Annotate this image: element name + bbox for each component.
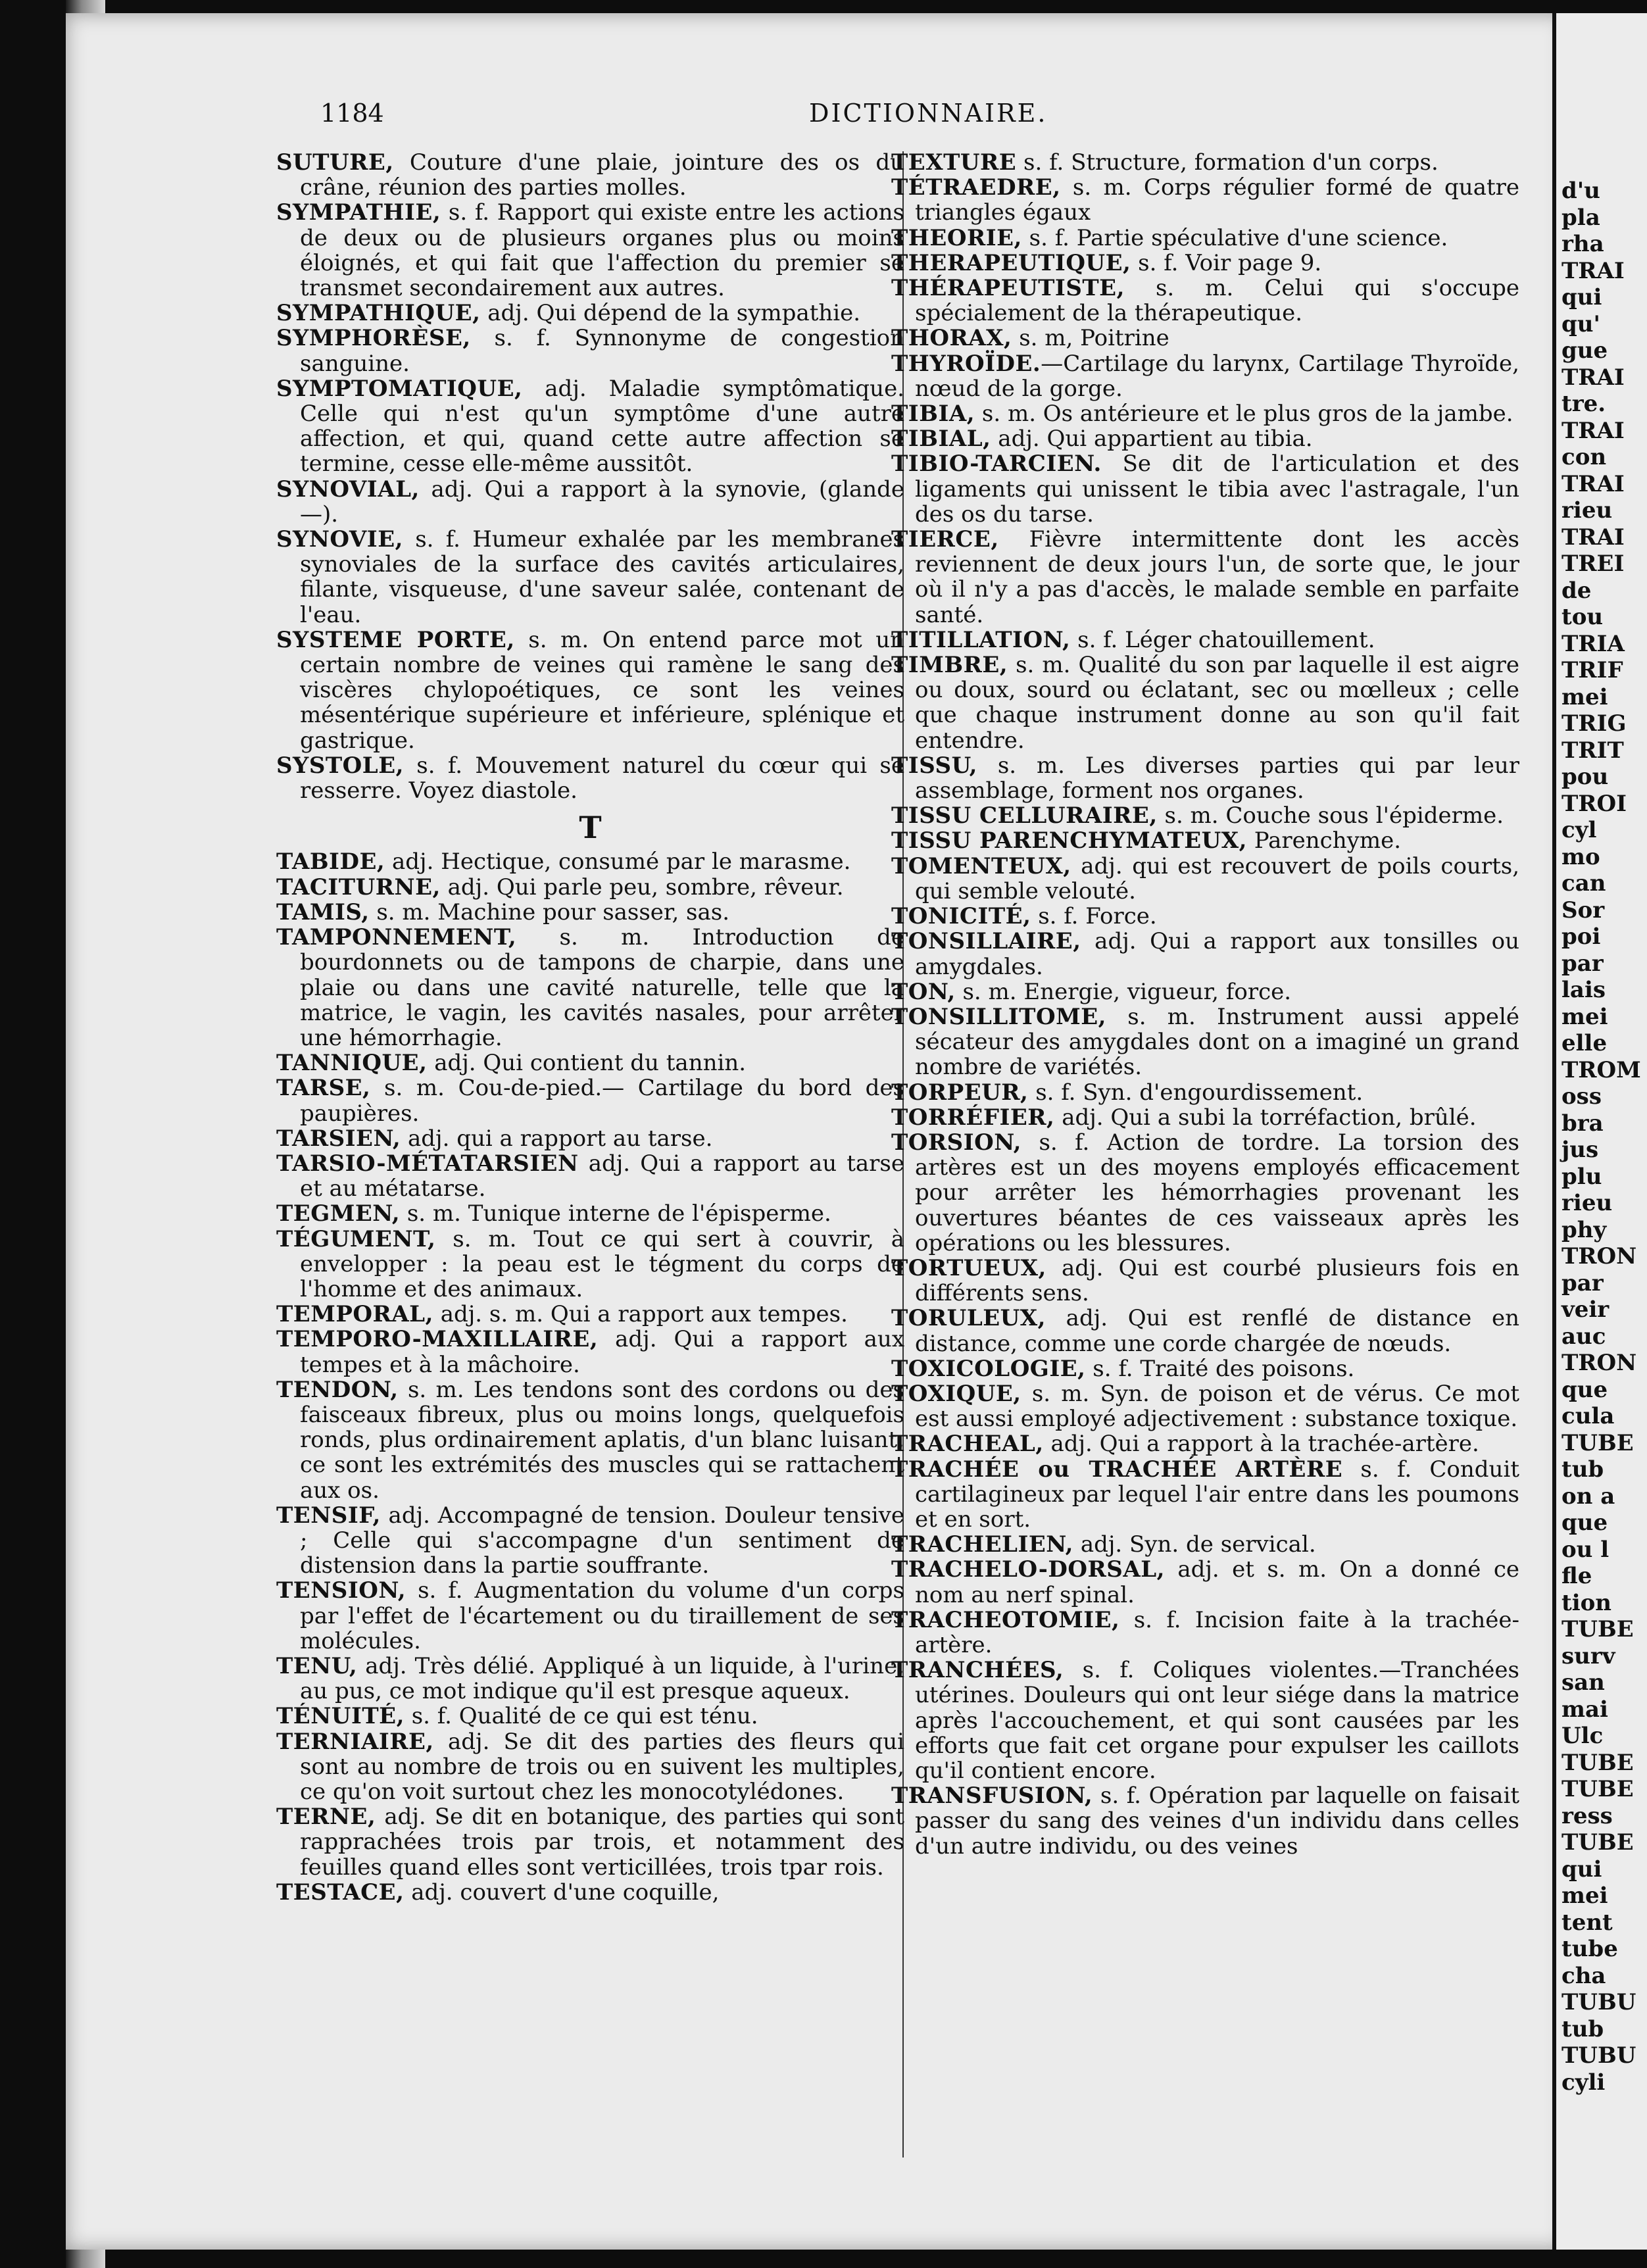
strip-fragment: TUBE	[1561, 1429, 1634, 1456]
entry-headword: TRACHELIEN,	[891, 1531, 1074, 1558]
dictionary-entry	[891, 175, 1519, 225]
strip-fragment: par	[1561, 950, 1604, 977]
entry-definition: s. m. Machine pour sasser, sas.	[369, 899, 730, 925]
dictionary-entry	[891, 150, 1519, 175]
strip-fragment: pla	[1561, 204, 1600, 231]
strip-fragment: qui	[1561, 1856, 1602, 1883]
entry-definition: s. f. Action de tordre. La torsion des artères est un des moyens employés efficacement pour arrêter les hémorrhagies provenant les ouvertures béantes de ces vaisseaux après les opérations ou les blessures.	[915, 1129, 1519, 1256]
entry-headword: TONSILLAIRE,	[891, 928, 1081, 955]
strip-fragment: poi	[1561, 924, 1601, 950]
entry-headword: SYMPTOMATIQUE,	[276, 375, 523, 402]
entry-headword: TÉNUITÉ,	[276, 1703, 405, 1730]
dictionary-entry	[276, 376, 904, 477]
entry-definition: s. m. Tunique interne de l'épisperme.	[400, 1200, 831, 1227]
entry-definition: s. m. Les tendons sont des cordons ou des faisceaux fibreux, plus ou moins longs, quelquefois ronds, plus ordinairement aplatis, d'un blanc luisant, ce sont les extrémités des muscles qui se rattachent aux os.	[300, 1376, 904, 1504]
entry-headword: THORAX,	[891, 325, 1012, 352]
entry-headword: THEORIE,	[891, 224, 1022, 251]
entry-definition: adj. Qui dépend de la sympathie.	[480, 300, 861, 327]
entry-headword: TIERCE,	[891, 526, 999, 553]
dictionary-entry	[276, 875, 904, 900]
entry-headword: SYMPATHIE,	[276, 199, 441, 226]
strip-fragment: TUBE	[1561, 1776, 1634, 1802]
entry-headword: TORPEUR,	[891, 1079, 1029, 1106]
dictionary-entry	[276, 1227, 904, 1302]
entry-headword: TOXICOLOGIE,	[891, 1355, 1086, 1382]
entry-definition: s. f. Humeur exhalée par les membranes synoviales de la surface des cavités articulaires, filante, visqueuse, d'une saveur salée, contenant de l'eau.	[300, 526, 904, 628]
entry-headword: SYSTOLE,	[276, 752, 404, 779]
entry-headword: TERNE,	[276, 1804, 376, 1831]
strip-fragment: TRAI	[1561, 470, 1625, 497]
strip-fragment: tub	[1561, 2015, 1604, 2042]
dictionary-entry	[276, 1804, 904, 1880]
right-column	[891, 150, 1519, 1859]
strip-fragment: TRAI	[1561, 524, 1625, 551]
dictionary-entry	[891, 1381, 1519, 1431]
dictionary-entry	[891, 979, 1519, 1004]
strip-fragment: elle	[1561, 1030, 1608, 1056]
entry-definition: s. f. Syn. d'engourdissement.	[1028, 1079, 1364, 1106]
entry-headword: TÉTRAEDRE,	[891, 174, 1061, 201]
entry-headword: TIBIA,	[891, 401, 975, 428]
entry-definition: adj. et s. m. On a donné ce nom au nerf spinal.	[915, 1556, 1519, 1608]
strip-fragment: TREI	[1561, 551, 1625, 577]
entry-headword: TRACHELO-DORSAL,	[891, 1556, 1165, 1583]
entry-headword: TISSU,	[891, 752, 977, 779]
strip-fragment: TRIA	[1561, 630, 1625, 657]
dictionary-entry	[891, 1356, 1519, 1381]
dictionary-entry	[891, 1256, 1519, 1306]
strip-fragment: fle	[1561, 1563, 1592, 1589]
entry-headword: TRACHEAL,	[891, 1431, 1044, 1458]
strip-fragment: ress	[1561, 1802, 1613, 1829]
entry-headword: TITILLATION,	[891, 626, 1071, 653]
running-title: DICTIONNAIRE.	[809, 99, 1048, 128]
entry-definition: s. m. Introduction de bourdonnets ou de tampons de charpie, dans une plaie ou dans une cavité naturelle, telle que la matrice, le vagin, les cavités nasales, pour arrêter une hémorrhagie.	[300, 924, 904, 1051]
entry-headword: TARSIO-MÉTATARSIEN	[276, 1150, 579, 1177]
strip-fragment: TRAI	[1561, 364, 1625, 391]
dictionary-entry	[891, 1080, 1519, 1105]
entry-definition: s. m. Os antérieure et le plus gros de la jambe.	[975, 401, 1513, 428]
strip-fragment: que	[1561, 1376, 1608, 1403]
strip-fragment: tent	[1561, 1909, 1613, 1936]
dictionary-entry	[891, 276, 1519, 326]
entry-definition: s. m. Corps régulier formé de quatre triangles égaux	[915, 174, 1519, 226]
entry-definition: adj. Qui parle peu, sombre, rêveur.	[440, 874, 844, 900]
entry-headword: SUTURE,	[276, 149, 394, 176]
dictionary-entry	[891, 1431, 1519, 1456]
strip-fragment: rieu	[1561, 497, 1613, 524]
entry-headword: TON,	[891, 978, 956, 1005]
strip-fragment: tou	[1561, 604, 1604, 630]
dictionary-entry	[891, 1608, 1519, 1658]
entry-headword: TORSION,	[891, 1129, 1021, 1156]
strip-fragment: cula	[1561, 1403, 1615, 1429]
entry-headword: TORTUEUX,	[891, 1254, 1046, 1281]
dictionary-entry	[276, 1704, 904, 1729]
dictionary-entry	[891, 803, 1519, 828]
strip-fragment: con	[1561, 444, 1607, 470]
entry-headword: TANNIQUE,	[276, 1050, 428, 1077]
entry-definition: adj. Se dit des parties des fleurs qui sont au nombre de trois ou en suivent les multiples, ce qu'on voit surtout chez les monocotylédones.	[300, 1728, 904, 1805]
strip-fragment: rieu	[1561, 1190, 1613, 1216]
entry-headword: TEXTURE	[891, 149, 1017, 176]
entry-definition: adj. Qui a rapport à la trachée-artère.	[1043, 1431, 1479, 1458]
entry-definition: —Cartilage du larynx, Cartilage Thyroïde, nœud de la gorge.	[915, 350, 1519, 402]
strip-fragment: surv	[1561, 1642, 1615, 1669]
entry-definition: s. m. Syn. de poison et de vérus. Ce mot est aussi employé adjectivement : substance toxique.	[915, 1380, 1519, 1433]
strip-fragment: TRIT	[1561, 737, 1624, 764]
entry-headword: TIBIO-TARCIEN.	[891, 451, 1102, 478]
entry-headword: TERNIAIRE,	[276, 1728, 434, 1755]
entry-definition: Se dit de l'articulation et des ligaments qui unissent le tibia avec l'astragale, l'un des os du tarse.	[915, 451, 1519, 528]
entry-definition: s. m. Instrument aussi appelé sécateur des amygdales dont on a imaginé un grand nombre de variétés.	[915, 1003, 1519, 1081]
dictionary-entry	[276, 753, 904, 803]
entry-headword: THÉRAPEUTISTE,	[891, 275, 1125, 302]
dictionary-entry	[276, 925, 904, 1050]
strip-fragment: san	[1561, 1669, 1605, 1696]
strip-fragment: phy	[1561, 1216, 1607, 1243]
dictionary-entry	[891, 1557, 1519, 1607]
entry-definition: adj. s. m. Qui a rapport aux tempes.	[433, 1301, 848, 1328]
strip-fragment: mei	[1561, 1003, 1608, 1030]
dictionary-entry	[891, 251, 1519, 276]
entry-headword: TARSIEN,	[276, 1125, 401, 1152]
entry-headword: TISSU CELLURAIRE,	[891, 802, 1158, 829]
strip-fragment: tion	[1561, 1589, 1612, 1616]
entry-headword: TACITURNE,	[276, 874, 441, 900]
dictionary-entry	[276, 1302, 904, 1327]
entry-definition: adj. qui est recouvert de poils courts, qui semble velouté.	[915, 852, 1519, 904]
section-letter: T	[579, 810, 602, 846]
strip-fragment: oss	[1561, 1083, 1602, 1110]
entry-definition: s. m, Poitrine	[1012, 325, 1169, 352]
entry-definition: s. f. Opération par laquelle on faisait passer du sang des veines d'un individu dans celles d'un autre individu, ou des veines	[915, 1783, 1519, 1860]
entry-definition: s. f. Coliques violentes.—Tranchées utérines. Douleurs qui ont leur siége dans la matrice après l'accouchement, et qui sont causées par les efforts que fait cet organe pour expulser les caillots qu'il contient encore.	[915, 1657, 1519, 1784]
strip-fragment: on a	[1561, 1483, 1615, 1510]
entry-definition: s. f. Qualité de ce qui est ténu.	[404, 1703, 758, 1730]
strip-fragment: d'u	[1561, 178, 1600, 204]
dictionary-entry	[891, 628, 1519, 653]
strip-fragment: TROI	[1561, 790, 1627, 817]
strip-fragment: plu	[1561, 1163, 1602, 1190]
entry-headword: TEGMEN,	[276, 1200, 401, 1227]
entry-definition: s. f. Traité des poisons.	[1085, 1355, 1355, 1382]
strip-fragment: cha	[1561, 1962, 1606, 1989]
strip-fragment: veir	[1561, 1296, 1610, 1323]
entry-definition: adj. Qui contient du tannin.	[427, 1050, 747, 1077]
strip-fragment: par	[1561, 1270, 1604, 1296]
entries-right	[891, 150, 1519, 1859]
entry-definition: s. f. Rapport qui existe entre les actions de deux ou de plusieurs organes plus ou moins éloignés, et qui fait que l'affection du premier se transmet secondairement aux autres.	[300, 199, 904, 302]
entry-definition: s. m. Tout ce qui sert à couvrir, à envelopper : la peau est le tégment du corps de l'homme et des animaux.	[300, 1225, 904, 1302]
entry-headword: TRANCHÉES,	[891, 1657, 1064, 1684]
entry-definition: Parenchyme.	[1246, 827, 1401, 854]
strip-fragment: TUBU	[1561, 2042, 1636, 2069]
dictionary-entry	[891, 1457, 1519, 1533]
entry-definition: s. f. Léger chatouillement.	[1070, 626, 1375, 653]
dictionary-entry	[891, 1306, 1519, 1356]
dictionary-entry	[276, 900, 904, 925]
entry-definition: s. f. Mouvement naturel du cœur qui se resserre. Voyez diastole.	[300, 752, 904, 804]
strip-fragment: TUBE	[1561, 1829, 1634, 1856]
entry-headword: SYSTEME PORTE,	[276, 626, 515, 653]
strip-fragment: tube	[1561, 1936, 1618, 1962]
dictionary-entry	[891, 1004, 1519, 1080]
entry-definition: s. m. Energie, vigueur, force.	[955, 978, 1292, 1005]
entry-headword: TISSU PARENCHYMATEUX,	[891, 827, 1247, 854]
entry-headword: SYMPATHIQUE,	[276, 300, 481, 327]
strip-fragment: cyli	[1561, 2069, 1606, 2096]
strip-fragment: TUBU	[1561, 1989, 1636, 2015]
entry-definition: s. m. Cou-de-pied.— Cartilage du bord des paupières.	[300, 1075, 904, 1127]
dictionary-entry	[891, 929, 1519, 979]
entry-headword: TRANSFUSION,	[891, 1783, 1093, 1810]
dictionary-entry	[891, 828, 1519, 853]
strip-fragment: mei	[1561, 1883, 1608, 1909]
entry-headword: TOMENTEUX,	[891, 852, 1071, 879]
entry-headword: THERAPEUTIQUE,	[891, 249, 1131, 276]
dictionary-entry	[891, 1532, 1519, 1557]
dictionary-entry	[276, 1327, 904, 1377]
entries-t	[276, 849, 904, 1905]
entry-definition: s. f. Conduit cartilagineux par lequel l'air entre dans les poumons et en sort.	[915, 1456, 1519, 1533]
strip-fragment: qui	[1561, 284, 1602, 310]
dictionary-entry	[276, 1654, 904, 1704]
dictionary-entry	[891, 1658, 1519, 1783]
entry-headword: TRACHEOTOMIE,	[891, 1606, 1120, 1633]
entry-headword: TORRÉFIER,	[891, 1104, 1055, 1131]
entry-definition: s. f. Voir page 9.	[1131, 249, 1322, 276]
dictionary-entry	[276, 326, 904, 376]
strip-fragment: TRON	[1561, 1243, 1637, 1270]
entry-headword: TONSILLITOME,	[891, 1003, 1106, 1030]
dictionary-entry	[276, 200, 904, 301]
entry-definition: s. m. Qualité du son par laquelle il est aigre ou doux, sourd ou éclatant, sec ou mœlleux ; celle que chaque instrument donne au son qu'il fait entendre.	[915, 652, 1519, 754]
entry-headword: TENSION,	[276, 1577, 406, 1604]
dictionary-entry	[891, 1783, 1519, 1859]
dictionary-entry	[891, 426, 1519, 451]
dictionary-entry	[276, 527, 904, 628]
strip-fragment: TRIF	[1561, 657, 1623, 683]
dictionary-entry	[891, 753, 1519, 803]
entry-headword: TAMIS,	[276, 899, 370, 925]
entry-headword: TARSE,	[276, 1075, 371, 1102]
entries-s	[276, 150, 904, 803]
dictionary-entry	[891, 451, 1519, 527]
strip-fragment: TROM	[1561, 1056, 1641, 1083]
entry-definition: adj. Syn. de servical.	[1073, 1531, 1316, 1558]
strip-fragment: TUBE	[1561, 1616, 1634, 1642]
dictionary-entry	[891, 854, 1519, 904]
strip-fragment: Ulc	[1561, 1723, 1604, 1749]
page-number: 1184	[320, 99, 384, 128]
strip-fragment: ou l	[1561, 1536, 1610, 1563]
entry-headword: SYNOVIE,	[276, 526, 403, 553]
dictionary-entry	[891, 226, 1519, 251]
strip-fragment: rha	[1561, 231, 1604, 257]
strip-fragment: TRAI	[1561, 417, 1625, 444]
dictionary-entry	[276, 1126, 904, 1151]
entry-definition: adj. couvert d'une coquille,	[404, 1879, 720, 1906]
entry-definition: adj. Qui appartient au tibia.	[991, 426, 1313, 453]
entry-definition: adj. Très délié. Appliqué à un liquide, à l'urine, au pus, ce mot indique qu'il est presque aqueux.	[300, 1652, 904, 1705]
entry-definition: s. f. Structure, formation d'un corps.	[1016, 149, 1438, 176]
entry-headword: TENU,	[276, 1652, 358, 1679]
entry-definition: adj. qui a rapport au tarse.	[401, 1125, 713, 1152]
strip-fragment: tub	[1561, 1456, 1604, 1483]
entry-definition: adj. Se dit en botanique, des parties qui sont rapprachées trois par trois, et notamment des feuilles quand elles sont verticillées, trois tpar rois.	[300, 1804, 904, 1881]
dictionary-entry	[276, 1075, 904, 1125]
entry-definition: s. f. Incision faite à la trachée-artère.	[915, 1606, 1519, 1658]
strip-fragment: can	[1561, 870, 1606, 897]
entry-headword: TÉGUMENT,	[276, 1225, 436, 1252]
dictionary-entry	[891, 653, 1519, 753]
entry-headword: TESTACE,	[276, 1879, 405, 1906]
strip-fragment: cyl	[1561, 817, 1597, 843]
left-column	[276, 150, 904, 1905]
dictionary-entry	[276, 1201, 904, 1226]
strip-fragment: TRON	[1561, 1350, 1637, 1376]
entry-headword: TENSIF,	[276, 1502, 381, 1529]
entry-definition: adj. Qui a subi la torréfaction, brûlé.	[1054, 1104, 1477, 1131]
dictionary-entry	[276, 301, 904, 326]
entry-definition: Couture d'une plaie, jointure des os du crâne, réunion des parties molles.	[300, 149, 904, 201]
dictionary-entry	[276, 1377, 904, 1503]
entry-definition: s. f. Partie spéculative d'une science.	[1021, 224, 1448, 251]
dictionary-entry	[276, 1578, 904, 1654]
entry-headword: TEMPORAL,	[276, 1301, 433, 1328]
entry-definition: s. m. Couche sous l'épiderme.	[1157, 802, 1504, 829]
strip-fragment: Sor	[1561, 897, 1605, 924]
dictionary-entry	[891, 326, 1519, 351]
entry-definition: adj. Qui a rapport à la synovie, (glande—).	[300, 476, 904, 528]
strip-fragment: que	[1561, 1510, 1608, 1536]
entry-headword: TRACHÉE ou TRACHÉE ARTÈRE	[891, 1456, 1343, 1483]
entry-definition: s. m. On entend parce mot un certain nombre de veines qui ramène le sang des viscères chylopoétiques, ce sont les veines mésentérique supérieure et inférieure, splénique et gastrique.	[300, 626, 904, 754]
next-page-strip	[1552, 13, 1647, 2250]
entry-headword: SYMPHORÈSE,	[276, 325, 471, 352]
entry-definition: s. m. Les diverses parties qui par leur assemblage, forment nos organes.	[915, 752, 1519, 804]
strip-fragment: auc	[1561, 1323, 1606, 1350]
entry-definition: adj. Qui a rapport aux tempes et à la mâchoire.	[300, 1326, 904, 1378]
strip-fragment: TUBE	[1561, 1749, 1634, 1776]
strip-fragment: de	[1561, 577, 1592, 604]
strip-fragment: lais	[1561, 977, 1606, 1003]
dictionary-entry	[276, 477, 904, 527]
dictionary-entry	[276, 1050, 904, 1075]
entry-definition: adj. Hectique, consumé par le marasme.	[385, 849, 851, 875]
entry-definition: adj. Maladie symptômatique. Celle qui n'est qu'un symptôme d'une autre affection, et qui, quand cette autre affection se termine, cesse elle-même aussitôt.	[300, 375, 904, 478]
strip-fragment: TRAI	[1561, 257, 1625, 284]
dictionary-entry	[276, 150, 904, 200]
dictionary-entry	[891, 527, 1519, 628]
dictionary-entry	[276, 1151, 904, 1201]
strip-fragment: mei	[1561, 683, 1608, 710]
strip-fragment: mai	[1561, 1696, 1608, 1723]
strip-fragment: jus	[1561, 1137, 1599, 1163]
strip-fragment: pou	[1561, 764, 1609, 790]
dictionary-entry	[276, 1729, 904, 1805]
strip-fragment: tre.	[1561, 391, 1606, 417]
entry-definition: adj. Qui est courbé plusieurs fois en différents sens.	[915, 1254, 1519, 1307]
strip-fragment: bra	[1561, 1110, 1604, 1137]
dictionary-entry	[891, 1130, 1519, 1256]
dictionary-entry	[276, 1880, 904, 1905]
entry-headword: TENDON,	[276, 1376, 399, 1403]
entry-headword: TONICITÉ,	[891, 903, 1031, 930]
entry-definition: adj. Qui a rapport aux tonsilles ou amygdales.	[915, 928, 1519, 980]
entry-definition: s. f. Augmentation du volume d'un corps par l'effet de l'écartement ou du tiraillement de ses molécules.	[300, 1577, 904, 1654]
entry-headword: TOXIQUE,	[891, 1380, 1021, 1407]
entry-definition: s. m. Celui qui s'occupe spécialement de la thérapeutique.	[915, 275, 1519, 327]
entry-headword: THYROÏDE.	[891, 350, 1041, 377]
entry-headword: SYNOVIAL,	[276, 476, 420, 503]
entry-headword: TIBIAL,	[891, 426, 991, 453]
entry-headword: TEMPORO-MAXILLAIRE,	[276, 1326, 599, 1353]
entry-headword: TIMBRE,	[891, 652, 1008, 679]
dictionary-entry	[891, 1105, 1519, 1130]
strip-fragment: gue	[1561, 337, 1608, 364]
dictionary-entry	[891, 401, 1519, 426]
entry-definition: s. f. Force.	[1031, 903, 1157, 930]
entry-definition: s. f. Synnonyme de congestion sanguine.	[300, 325, 904, 377]
entry-headword: TABIDE,	[276, 849, 385, 875]
entry-definition: adj. Accompagné de tension. Douleur tensive ; Celle qui s'accompagne d'un sentiment de distension dans la partie souffrante.	[300, 1502, 904, 1579]
entry-definition: adj. Qui est renflé de distance en distance, comme une corde chargée de nœuds.	[915, 1305, 1519, 1357]
entry-headword: TORULEUX,	[891, 1305, 1046, 1332]
dictionary-entry	[276, 849, 904, 874]
entry-headword: TAMPONNEMENT,	[276, 924, 517, 951]
entry-definition: Fièvre intermittente dont les accès reviennent de deux jours l'un, de sorte que, le jour où il n'y a pas d'accès, le malade semble en parfaite santé.	[915, 526, 1519, 628]
dictionary-entry	[891, 351, 1519, 401]
dictionary-entry	[276, 1503, 904, 1579]
strip-fragment: qu'	[1561, 310, 1600, 337]
dictionary-entry	[891, 904, 1519, 929]
dictionary-entry	[276, 628, 904, 753]
strip-fragment: TRIG	[1561, 710, 1627, 737]
strip-fragment: mo	[1561, 843, 1600, 870]
entry-definition: adj. Qui a rapport au tarse et au métatarse.	[300, 1150, 904, 1202]
